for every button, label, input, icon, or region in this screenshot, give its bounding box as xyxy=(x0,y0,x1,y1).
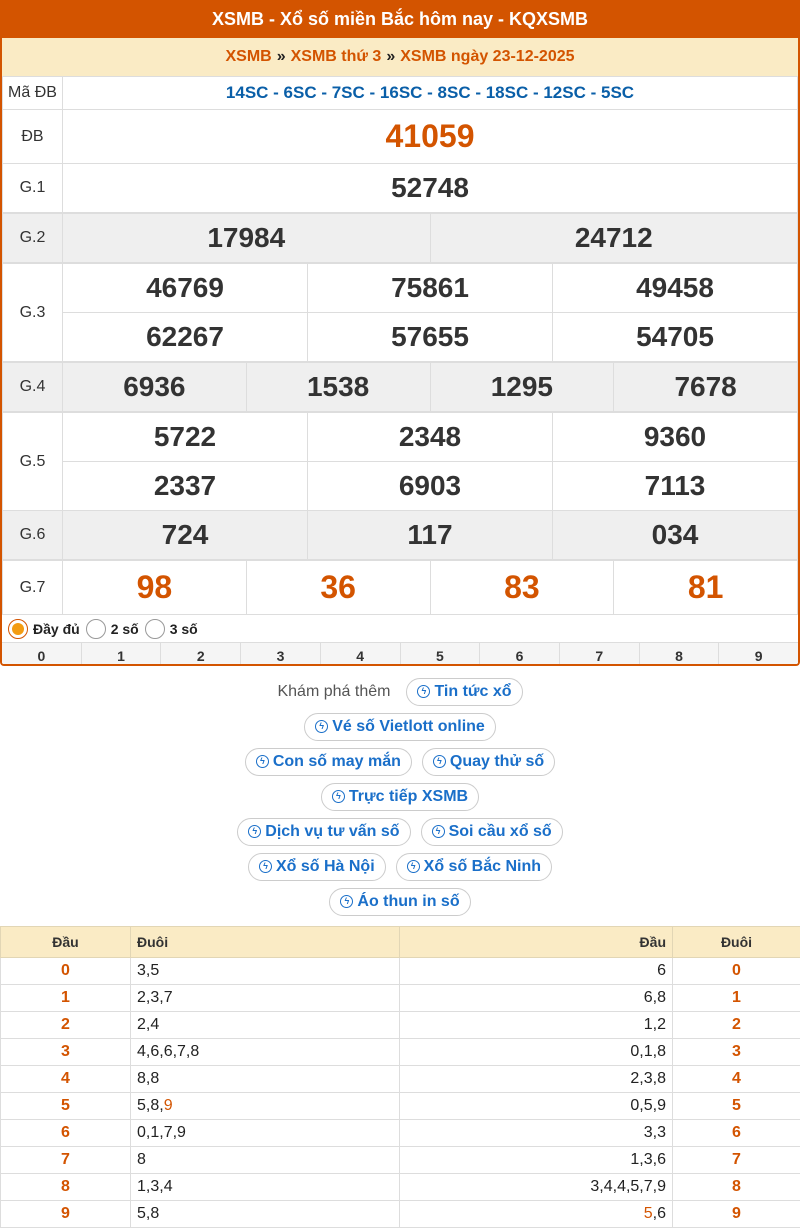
dau-cell: 0 xyxy=(1,958,131,985)
dau-text: ,6 xyxy=(652,1205,666,1222)
results-table-g2 xyxy=(2,213,798,263)
g6-label: G.6 xyxy=(3,511,63,560)
link-con-so-may-man[interactable] xyxy=(245,748,412,776)
g7-number: 98 xyxy=(63,561,247,615)
bolt-icon: ϟ xyxy=(417,685,430,698)
g1-label: G.1 xyxy=(3,164,63,213)
explore-links xyxy=(0,674,800,919)
link-soi-cau[interactable] xyxy=(421,818,563,846)
filter-2-digits[interactable] xyxy=(84,619,139,639)
duoi-cell: 8,8 xyxy=(131,1066,400,1093)
g2-number: 17984 xyxy=(63,214,431,263)
filter-label: 2 số xyxy=(110,620,139,637)
dau-list-cell xyxy=(400,1201,673,1228)
digit-button-1[interactable]: 1 xyxy=(82,643,162,666)
results-table-g5 xyxy=(2,412,798,560)
breadcrumb-separator: » xyxy=(386,48,396,65)
special-prize: 41059 xyxy=(63,110,798,164)
breadcrumb-date[interactable]: XSMB ngày 23-12-2025 xyxy=(400,48,575,65)
link-label: Con số may mắn xyxy=(272,752,401,770)
link-label: Soi cầu xổ số xyxy=(448,822,552,840)
duoi-digit-cell: 0 xyxy=(673,958,800,985)
duoi-cell: 4,6,6,7,8 xyxy=(131,1039,400,1066)
digit-button-0[interactable]: 0 xyxy=(2,643,82,666)
g4-number: 7678 xyxy=(614,363,798,412)
link-label: Quay thử số xyxy=(449,752,545,770)
dau-cell: 2 xyxy=(1,1012,131,1039)
bolt-icon: ϟ xyxy=(315,720,328,733)
g5-number: 9360 xyxy=(553,413,798,462)
dau-list-cell: 6 xyxy=(400,958,673,985)
results-table xyxy=(2,76,798,213)
breadcrumb-weekday[interactable]: XSMB thứ 3 xyxy=(290,48,382,65)
dau-cell: 3 xyxy=(1,1039,131,1066)
g7-label: G.7 xyxy=(3,561,63,615)
dau-cell: 6 xyxy=(1,1120,131,1147)
table-row xyxy=(1,985,800,1012)
g4-number: 6936 xyxy=(63,363,247,412)
g7-number: 83 xyxy=(430,561,614,615)
filter-label: 3 số xyxy=(169,620,198,637)
g3-number: 49458 xyxy=(553,264,798,313)
duoi-digit-cell: 5 xyxy=(673,1093,800,1120)
table-row xyxy=(1,1174,800,1201)
link-quay-thu[interactable] xyxy=(422,748,555,776)
highlighted-digit: 5 xyxy=(643,1205,653,1222)
g3-number: 62267 xyxy=(63,313,308,362)
duoi-cell: 5,8 xyxy=(131,1201,400,1228)
highlighted-digit: 9 xyxy=(163,1097,173,1114)
dau-list-cell: 6,8 xyxy=(400,985,673,1012)
bolt-icon: ϟ xyxy=(256,755,269,768)
g6-number: 117 xyxy=(308,511,553,560)
breadcrumb-separator: » xyxy=(276,48,286,65)
bolt-icon: ϟ xyxy=(407,860,420,873)
g4-number: 1295 xyxy=(430,363,614,412)
dau-list-cell: 0,5,9 xyxy=(400,1093,673,1120)
g5-label: G.5 xyxy=(3,413,63,511)
link-label: Trực tiếp XSMB xyxy=(348,787,469,805)
dau-list-cell: 2,3,8 xyxy=(400,1066,673,1093)
duoi-cell xyxy=(131,1093,400,1120)
link-label: Tin tức xổ xyxy=(434,682,512,700)
g7-number: 36 xyxy=(246,561,430,615)
loto-table xyxy=(0,926,800,1228)
duoi-cell: 2,3,7 xyxy=(131,985,400,1012)
results-table-g4 xyxy=(2,362,798,412)
table-row xyxy=(1,1201,800,1228)
g3-number: 57655 xyxy=(308,313,553,362)
duoi-digit-cell: 7 xyxy=(673,1147,800,1174)
duoi-cell: 3,5 xyxy=(131,958,400,985)
table-row xyxy=(1,958,800,985)
dau-cell: 1 xyxy=(1,985,131,1012)
link-label: Xổ số Hà Nội xyxy=(275,857,375,875)
duoi-digit-cell: 8 xyxy=(673,1174,800,1201)
bolt-icon: ϟ xyxy=(433,755,446,768)
bolt-icon: ϟ xyxy=(248,825,261,838)
g5-number: 2337 xyxy=(63,462,308,511)
duoi-digit-cell: 4 xyxy=(673,1066,800,1093)
results-table-g7 xyxy=(2,560,798,615)
duoi-cell: 1,3,4 xyxy=(131,1174,400,1201)
duoi-digit-cell: 9 xyxy=(673,1201,800,1228)
link-ha-noi[interactable] xyxy=(248,853,386,881)
duoi-digit-cell: 1 xyxy=(673,985,800,1012)
digit-button-7[interactable]: 7 xyxy=(560,643,640,666)
dau-cell: 9 xyxy=(1,1201,131,1228)
g3-number: 46769 xyxy=(63,264,308,313)
filter-full[interactable] xyxy=(6,619,80,639)
g5-number: 6903 xyxy=(308,462,553,511)
link-label: Áo thun in số xyxy=(357,892,460,910)
link-tin-tuc[interactable] xyxy=(406,678,522,706)
explore-label: Khám phá thêm xyxy=(277,682,391,700)
duoi-text: 5,8, xyxy=(137,1097,164,1114)
g5-number: 2348 xyxy=(308,413,553,462)
table-row xyxy=(1,1147,800,1174)
table-row xyxy=(1,1093,800,1120)
digit-button-8[interactable]: 8 xyxy=(640,643,720,666)
dau-list-cell: 1,2 xyxy=(400,1012,673,1039)
table-row xyxy=(1,1066,800,1093)
digit-button-4[interactable]: 4 xyxy=(321,643,401,666)
g3-number: 75861 xyxy=(308,264,553,313)
ma-db-label: Mã ĐB xyxy=(3,77,63,110)
link-tu-van[interactable] xyxy=(237,818,410,846)
ma-db-codes: 14SC - 6SC - 7SC - 16SC - 8SC - 18SC - 12SC - 5SC xyxy=(63,77,798,110)
link-ao-thun[interactable] xyxy=(329,888,470,916)
table-row xyxy=(1,1120,800,1147)
g2-label: G.2 xyxy=(3,214,63,263)
digit-button-9[interactable]: 9 xyxy=(719,643,798,666)
g5-number: 5722 xyxy=(63,413,308,462)
dau-cell: 4 xyxy=(1,1066,131,1093)
digit-button-2[interactable]: 2 xyxy=(161,643,241,666)
breadcrumb-xsmb[interactable]: XSMB xyxy=(225,48,272,65)
g6-number: 034 xyxy=(553,511,798,560)
g3-label: G.3 xyxy=(3,264,63,362)
link-label: Xổ số Bắc Ninh xyxy=(423,857,542,875)
dau-list-cell: 3,3 xyxy=(400,1120,673,1147)
g4-number: 1538 xyxy=(246,363,430,412)
link-truc-tiep[interactable] xyxy=(321,783,479,811)
digit-highlighter xyxy=(2,643,798,666)
results-table-g3 xyxy=(2,263,798,362)
duoi-cell: 0,1,7,9 xyxy=(131,1120,400,1147)
duoi-digit-cell: 2 xyxy=(673,1012,800,1039)
header-dau: Đầu xyxy=(1,927,131,958)
dau-list-cell: 1,3,6 xyxy=(400,1147,673,1174)
digit-button-3[interactable]: 3 xyxy=(241,643,321,666)
g2-number: 24712 xyxy=(430,214,798,263)
filter-3-digits[interactable] xyxy=(143,619,198,639)
dau-cell: 5 xyxy=(1,1093,131,1120)
db-label: ĐB xyxy=(3,110,63,164)
radio-icon[interactable] xyxy=(86,619,106,639)
header-duoi: Đuôi xyxy=(673,927,800,958)
dau-cell: 7 xyxy=(1,1147,131,1174)
g7-number: 81 xyxy=(614,561,798,615)
g6-number: 724 xyxy=(63,511,308,560)
dau-cell: 8 xyxy=(1,1174,131,1201)
radio-icon[interactable] xyxy=(145,619,165,639)
link-label: Dịch vụ tư vấn số xyxy=(265,822,400,840)
header-duoi: Đuôi xyxy=(131,927,400,958)
g3-number: 54705 xyxy=(553,313,798,362)
radio-selected-icon[interactable] xyxy=(8,619,28,639)
bolt-icon: ϟ xyxy=(259,860,272,873)
duoi-cell: 2,4 xyxy=(131,1012,400,1039)
table-row xyxy=(1,1012,800,1039)
bolt-icon: ϟ xyxy=(332,790,345,803)
link-vietlott[interactable] xyxy=(304,713,496,741)
g1-number: 52748 xyxy=(63,164,798,213)
bolt-icon: ϟ xyxy=(340,895,353,908)
duoi-digit-cell: 6 xyxy=(673,1120,800,1147)
filter-label: Đầy đủ xyxy=(33,620,80,637)
link-bac-ninh[interactable] xyxy=(396,853,552,881)
table-row xyxy=(1,1039,800,1066)
digit-button-5[interactable]: 5 xyxy=(401,643,481,666)
duoi-digit-cell: 3 xyxy=(673,1039,800,1066)
header-dau: Đầu xyxy=(400,927,673,958)
g5-number: 7113 xyxy=(553,462,798,511)
bolt-icon: ϟ xyxy=(432,825,445,838)
dau-list-cell: 3,4,4,5,7,9 xyxy=(400,1174,673,1201)
display-filter xyxy=(2,615,798,643)
breadcrumb xyxy=(2,38,798,76)
link-label: Vé số Vietlott online xyxy=(332,717,485,735)
duoi-cell: 8 xyxy=(131,1147,400,1174)
digit-button-6[interactable]: 6 xyxy=(480,643,560,666)
dau-list-cell: 0,1,8 xyxy=(400,1039,673,1066)
page-title: XSMB - Xổ số miền Bắc hôm nay - KQXSMB xyxy=(2,0,798,38)
g4-label: G.4 xyxy=(3,363,63,412)
